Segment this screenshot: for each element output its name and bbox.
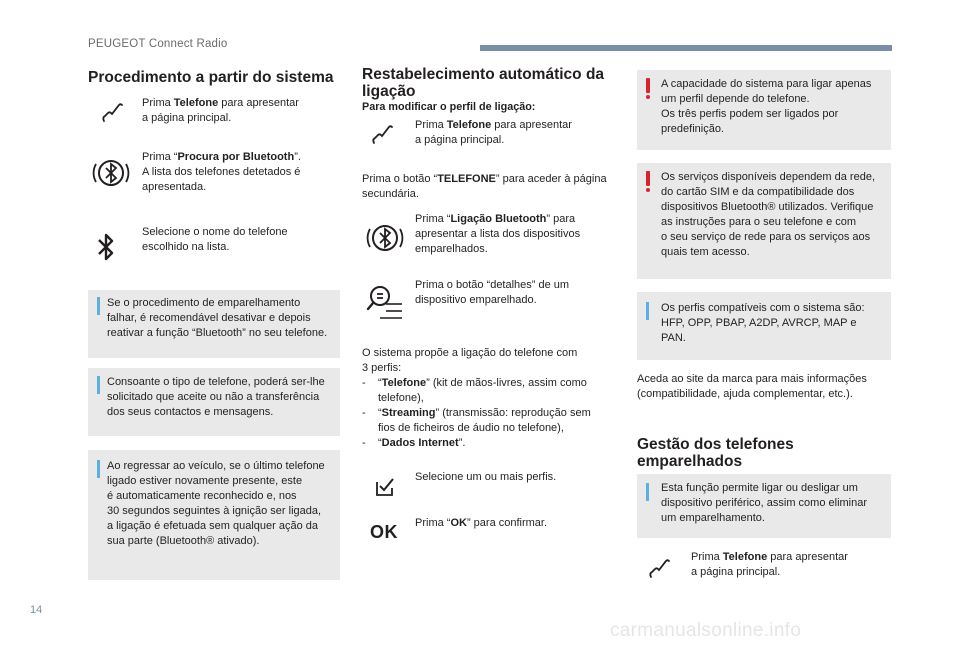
bluetooth-search-icon: [90, 152, 132, 194]
page-number: 14: [30, 604, 43, 616]
bluetooth-icon: [96, 232, 116, 262]
info-note-text: Os perfis compatíveis com o sistema são: HFP, OPP, PBAP, A2DP, AVRCP, MAP e PAN.: [661, 302, 865, 344]
col1-step3-text: Selecione o nome do telefone escolhido na lista.: [142, 226, 288, 253]
col1-step1-text: Prima Telefone para apresentar a página principal.: [142, 97, 299, 124]
col3-step-text: Prima Telefone para apresentar a página principal.: [691, 551, 848, 578]
watermark: carmanualsonline.info: [610, 620, 802, 641]
warning-note-text: A capacidade do sistema para ligar apenas um perfil depende do telefone. Os três perfis podem ser ligados por predefinição.: [661, 78, 872, 135]
col3-para: Aceda ao site da marca para mais informações (compatibilidade, ajuda complementar, etc.).: [637, 373, 867, 400]
warning-note: [637, 70, 891, 150]
info-note: [637, 292, 891, 360]
checkbox-checked-icon: [374, 476, 396, 498]
warning-note: [637, 163, 891, 279]
profile-list: [362, 376, 620, 451]
phone-handset-icon: [100, 100, 124, 124]
section-heading-procedure: Procedimento a partir do sistema: [88, 69, 334, 86]
col2-para2: O sistema propõe a ligação do telefone com 3 perfis:: [362, 347, 578, 374]
col2-para1: Prima o botão “TELEFONE” para aceder à página secundária.: [362, 173, 607, 200]
phone-handset-icon: [370, 122, 394, 146]
list-item: - “Streaming” (transmissão: reprodução sem fios de ficheiros de áudio no telefone),: [362, 407, 591, 434]
col2-step3-text: Prima o botão “detalhes” de um dispositivo emparelhado.: [415, 279, 570, 306]
document-header-title: PEUGEOT Connect Radio: [88, 38, 228, 50]
phone-handset-icon: [647, 556, 671, 580]
info-note: [88, 290, 340, 358]
info-note-text: Consoante o tipo de telefone, poderá ser-lhe solicitado que aceite ou não a transferência dos seus contactos e mensagens.: [107, 376, 325, 418]
col2-step5-text: Prima “OK” para confirmar.: [415, 517, 548, 529]
warning-exclamation-icon: [646, 171, 650, 186]
info-note-text: Se o procedimento de emparelhamento falhar, é recomendável desativar e depois reativar a função “Bluetooth” no seu telefone.: [107, 297, 328, 339]
ok-icon: OK: [370, 522, 398, 542]
info-marker-icon: [97, 376, 100, 394]
subheading-change-profile: Para modificar o perfil de ligação:: [362, 101, 536, 113]
section-heading-auto-reconnect: Restabelecimento automático da ligação: [362, 66, 605, 100]
header-rule: [480, 45, 892, 51]
info-note: [637, 474, 891, 538]
col2-step2-text: Prima “Ligação Bluetooth” para apresentar a lista dos dispositivos emparelhados.: [415, 213, 581, 255]
col2-step4-text: Selecione um ou mais perfis.: [415, 471, 557, 483]
info-note: [88, 368, 340, 436]
warning-note-text: Os serviços disponíveis dependem da rede, do cartão SIM e da compatibilidade dos dispositivos Bluetooth® utilizados. Verifique as instruções para o seu telefone e com o seu serviço de rede para os serviços aos quais tem acesso.: [661, 171, 876, 258]
info-marker-icon: [646, 302, 649, 320]
info-marker-icon: [97, 460, 100, 478]
section-heading-manage-phones: Gestão dos telefones emparelhados: [637, 436, 794, 470]
details-search-list-icon: [366, 282, 406, 322]
warning-exclamation-icon: [646, 78, 650, 93]
info-marker-icon: [646, 483, 649, 501]
col2-step1-text: Prima Telefone para apresentar a página principal.: [415, 119, 572, 146]
col1-step2-text: Prima “Procura por Bluetooth”. A lista dos telefones detetados é apresentada.: [142, 151, 301, 193]
info-note-text: Ao regressar ao veículo, se o último telefone ligado estiver novamente presente, este é automaticamente reconhecido e, nos 30 segundos seguintes à ignição ser ligada, a ligação é efetuada sem qualquer ação da sua parte (Bluetooth® ativado).: [107, 460, 325, 547]
info-note: [88, 450, 340, 580]
bluetooth-search-icon: [364, 217, 406, 259]
list-item: - “Telefone” (kit de mãos-livres, assim como telefone),: [362, 377, 587, 404]
list-item: - “Dados Internet”.: [362, 437, 466, 449]
info-note-text: Esta função permite ligar ou desligar um dispositivo periférico, assim como eliminar um emparelhamento.: [661, 482, 868, 524]
info-marker-icon: [97, 297, 100, 315]
